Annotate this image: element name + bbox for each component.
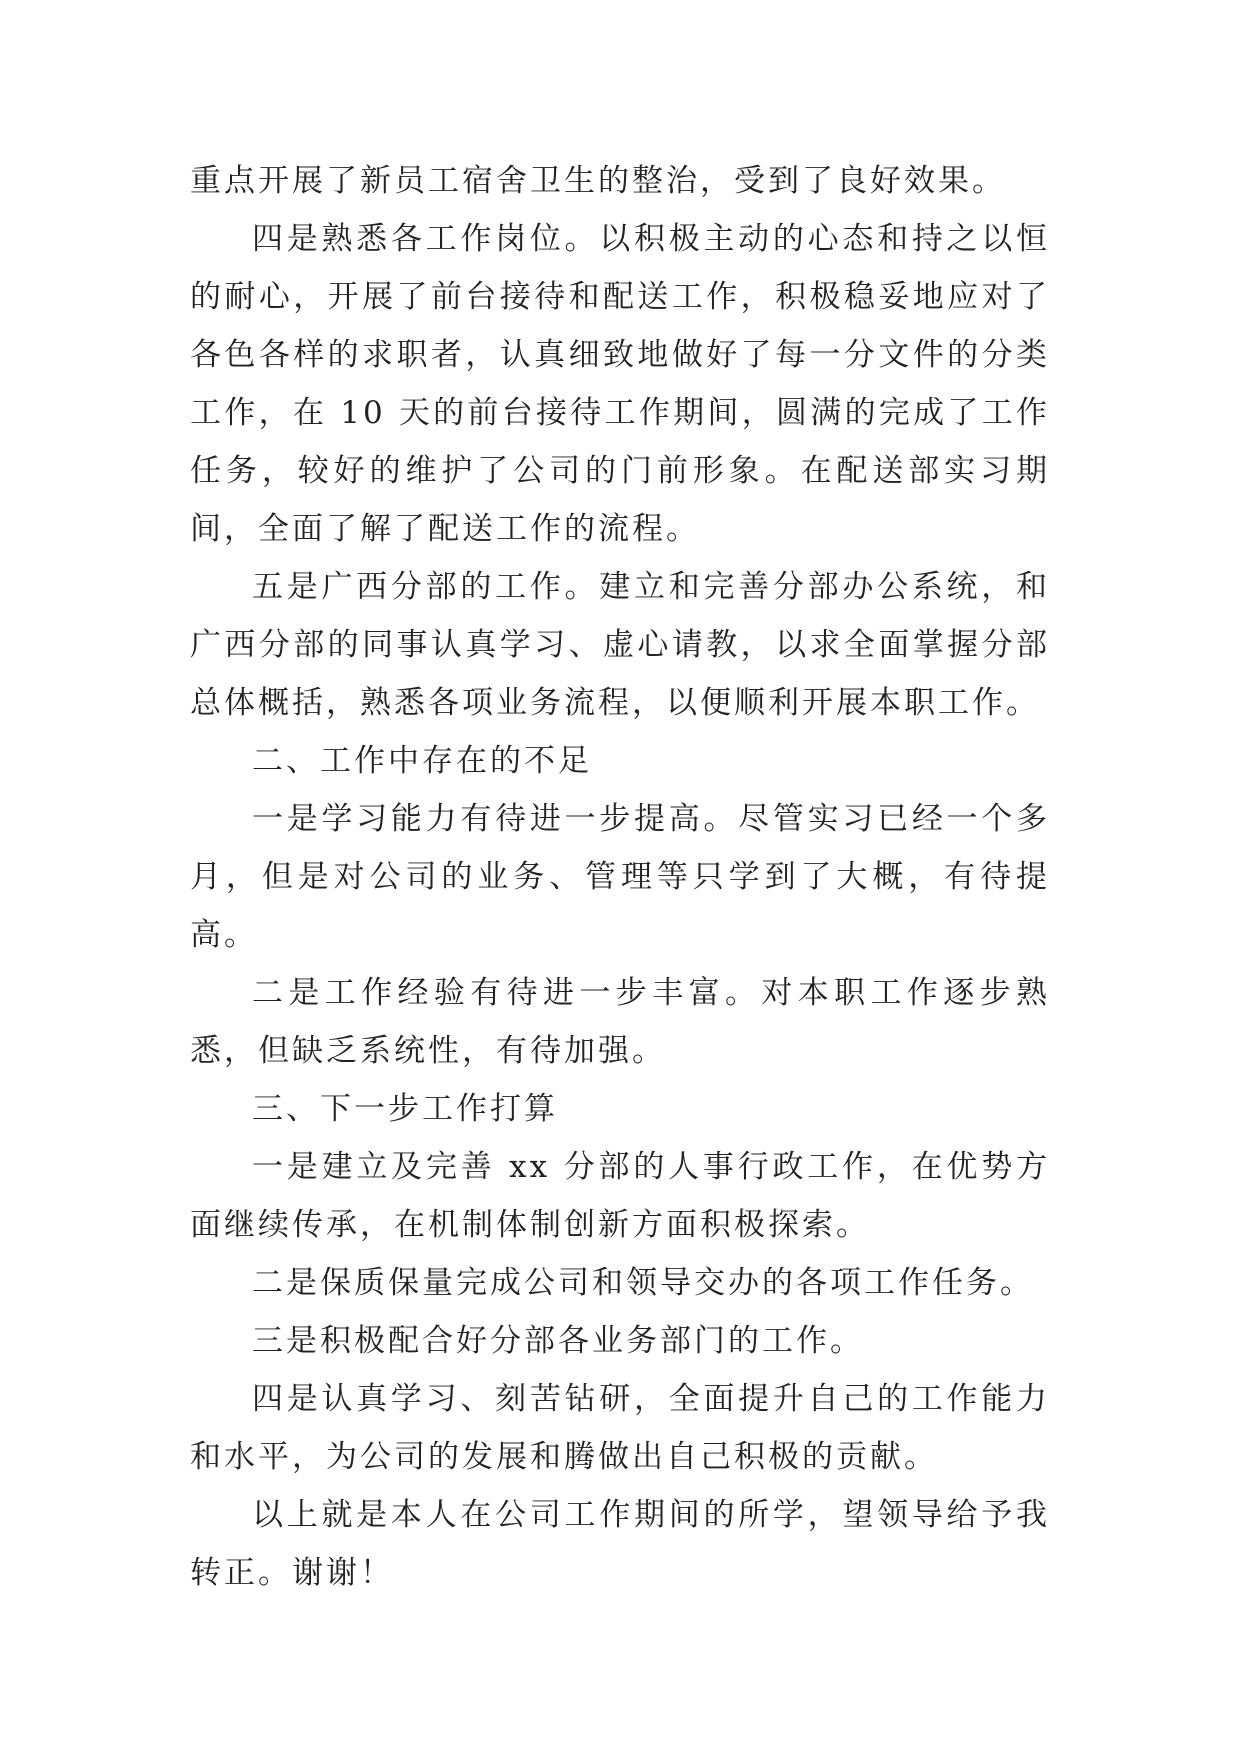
paragraph-1: 重点开展了新员工宿舍卫生的整治，受到了良好效果。 <box>190 163 1006 199</box>
section-heading-shortcomings: 二、工作中存在的不足 <box>252 743 592 779</box>
paragraph-8: 三是积极配合好分部各业务部门的工作。 <box>252 1323 864 1359</box>
paragraph-4: 一是学习能力有待进一步提高。尽管实习已经一个多月，但是对公司的业务、管理等只学到了大概，有待提高。 <box>190 801 1050 953</box>
paragraph-9: 四是认真学习、刻苦钻研，全面提升自己的工作能力和水平，为公司的发展和腾做出自己积极的贡献。 <box>190 1381 1050 1475</box>
document-body <box>190 152 1050 1602</box>
paragraph-2: 四是熟悉各工作岗位。以积极主动的心态和持之以恒的耐心，开展了前台接待和配送工作，积极稳妥地应对了各色各样的求职者，认真细致地做好了每一分文件的分类工作，在 10 天的前台接待工作期间，圆满的完成了工作任务，较好的维护了公司的门前形象。在配送部实习期间，全面了解了配送工作的流程。 <box>190 221 1050 547</box>
paragraph-6: 一是建立及完善 xx 分部的人事行政工作，在优势方面继续传承，在机制体制创新方面积极探索。 <box>190 1149 1050 1243</box>
paragraph-5: 二是工作经验有待进一步丰富。对本职工作逐步熟悉，但缺乏系统性，有待加强。 <box>190 975 1050 1069</box>
closing-paragraph: 以上就是本人在公司工作期间的所学，望领导给予我转正。谢谢！ <box>190 1497 1050 1591</box>
paragraph-3: 五是广西分部的工作。建立和完善分部办公系统，和广西分部的同事认真学习、虚心请教，以求全面掌握分部总体概括，熟悉各项业务流程，以便顺利开展本职工作。 <box>190 569 1050 721</box>
section-heading-next-steps: 三、下一步工作打算 <box>252 1091 558 1127</box>
paragraph-7: 二是保质保量完成公司和领导交办的各项工作任务。 <box>252 1265 1034 1301</box>
